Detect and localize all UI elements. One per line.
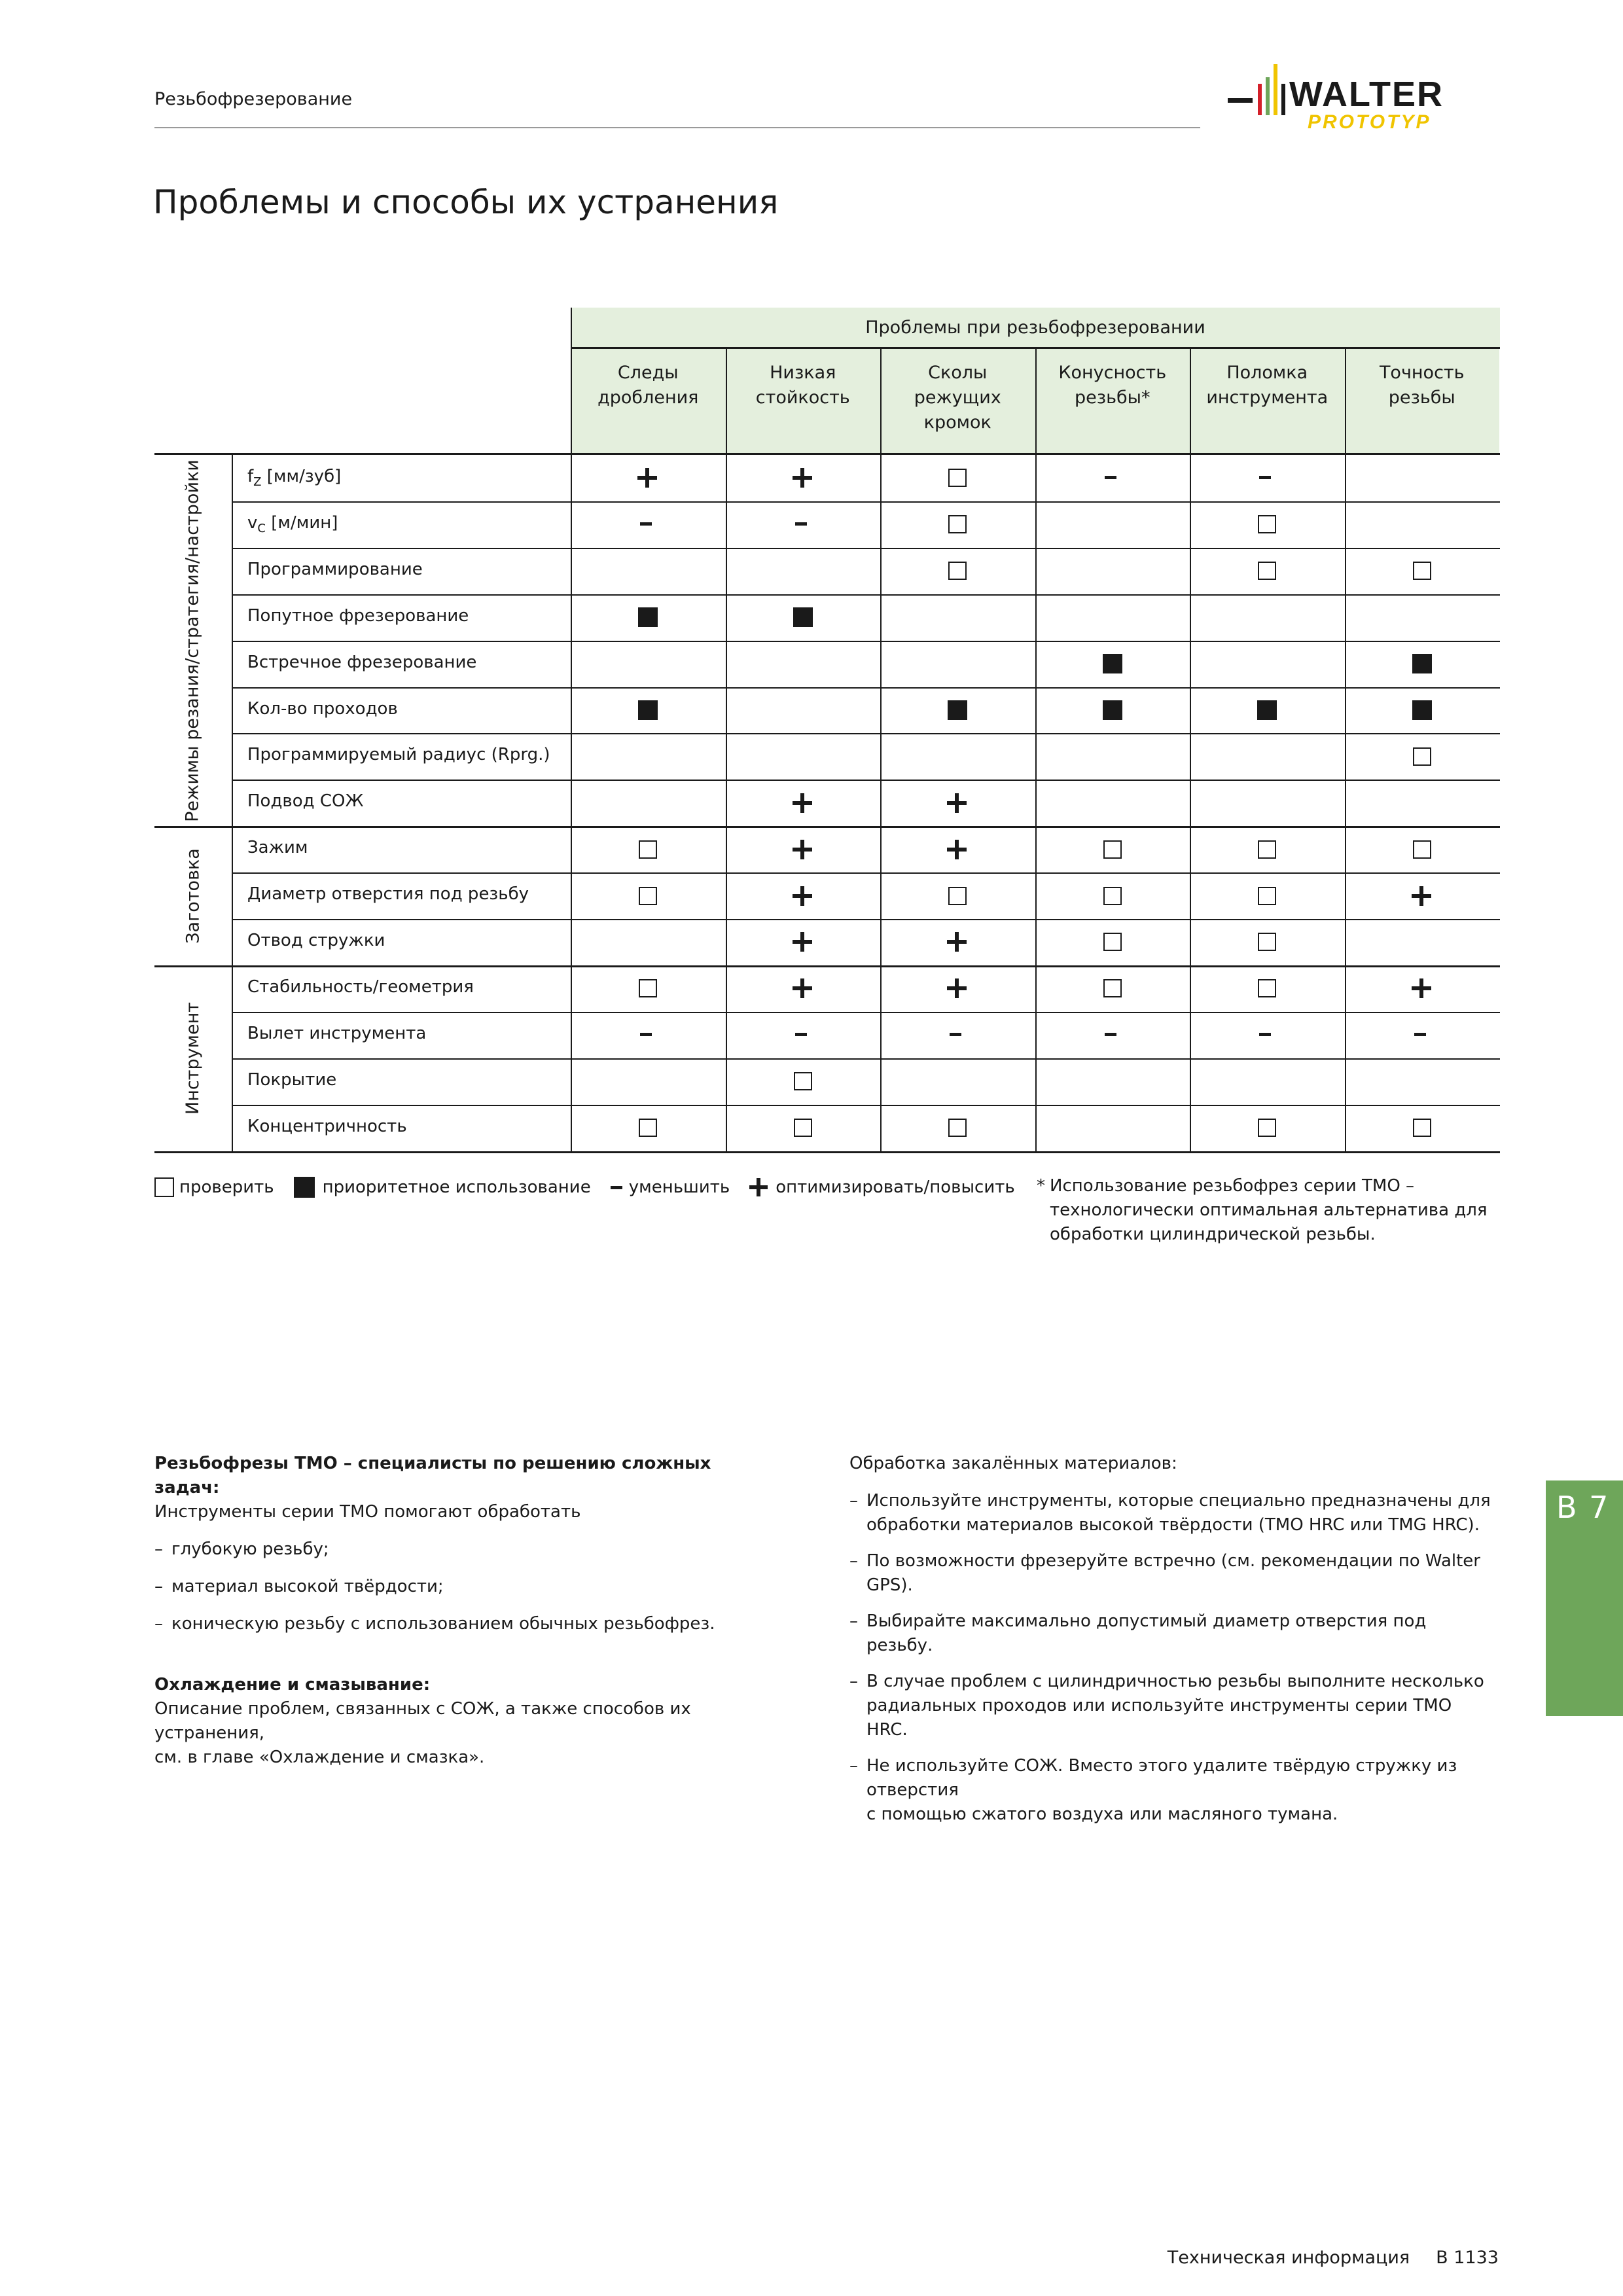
check-square-icon xyxy=(1258,887,1276,905)
row-label-symbol: f xyxy=(247,467,254,486)
plus-icon xyxy=(790,790,816,816)
check-square-icon xyxy=(948,887,967,905)
row-label: Отвод стружки xyxy=(247,931,385,950)
row-separator xyxy=(232,872,1500,874)
column-header xyxy=(1190,349,1345,453)
row-label: Диаметр отверстия под резьбу xyxy=(247,884,529,905)
row-separator xyxy=(232,780,1500,781)
check-square-icon xyxy=(948,515,967,533)
legend-minus-label: уменьшить xyxy=(628,1177,730,1197)
column-header-line: Сколы xyxy=(928,363,988,383)
right-text-column xyxy=(849,1452,1491,1827)
check-square-icon xyxy=(639,979,657,997)
plus-icon xyxy=(749,1178,768,1196)
filled-square-icon xyxy=(1412,654,1432,673)
minus-icon xyxy=(611,1186,622,1189)
logo-dash xyxy=(1228,98,1253,103)
check-square-icon xyxy=(1258,1119,1276,1137)
table-caption: Проблемы при резьбофрезеровании xyxy=(571,308,1500,347)
plus-icon xyxy=(944,836,971,863)
group-label: Заготовка xyxy=(183,848,203,944)
legend-check xyxy=(154,1177,274,1197)
footnote-line: технологически оптимальная альтернатива для xyxy=(1050,1200,1488,1220)
footer xyxy=(1168,2248,1499,2268)
minus-icon xyxy=(1099,465,1126,491)
check-square-icon xyxy=(1413,747,1431,766)
column-divider xyxy=(571,308,572,1151)
cooling-heading: Охлаждение и смазывание: xyxy=(154,1675,431,1695)
row-label: Вылет инструмента xyxy=(247,1023,427,1043)
tmo-intro: Инструменты серии TMO помогают обработать xyxy=(154,1502,581,1522)
tmo-heading: Резьбофрезы TMO – специалисты по решению сложных задач: xyxy=(154,1454,711,1498)
legend-plus-label: оптимизировать/повысить xyxy=(776,1177,1015,1197)
check-square-icon xyxy=(1258,515,1276,533)
hardened-item-line: – По возможности фрезеруйте встречно (см. рекомендации по Walter GPS). xyxy=(866,1551,1480,1595)
row-label: Концентричность xyxy=(247,1116,407,1136)
filled-square-icon xyxy=(948,700,967,720)
walter-prototyp-logo xyxy=(1228,60,1503,132)
logo-bar-green xyxy=(1266,77,1270,115)
check-square-icon xyxy=(1258,562,1276,580)
column-divider xyxy=(880,349,882,1151)
check-square-icon xyxy=(1258,840,1276,859)
row-separator xyxy=(232,919,1500,920)
row-label: Стабильность/геометрия xyxy=(247,977,474,997)
column-header-line: Низкая xyxy=(770,363,836,383)
row-label: Подвод СОЖ xyxy=(247,791,364,812)
column-header-line: резьбы xyxy=(1388,387,1455,408)
column-header-line: Точность xyxy=(1379,363,1465,383)
logo-bar-black xyxy=(1281,84,1285,115)
filled-square-icon xyxy=(793,607,813,627)
row-label xyxy=(247,513,338,535)
left-text-column xyxy=(154,1452,763,1770)
row-separator xyxy=(232,641,1500,642)
filled-square-icon xyxy=(1103,700,1122,720)
minus-icon xyxy=(1254,465,1280,491)
column-header-line: Поломка xyxy=(1226,363,1308,383)
cooling-paragraph-line: см. в главе «Охлаждение и смазка». xyxy=(154,1748,485,1767)
hardened-item-line: с помощью сжатого воздуха или масляного тумана. xyxy=(866,1804,1338,1824)
plus-icon xyxy=(1409,975,1435,1001)
filled-square-icon xyxy=(294,1177,315,1198)
column-header-line: Следы xyxy=(617,363,679,383)
check-square-icon xyxy=(1103,887,1122,905)
tmo-item: – глубокую резьбу; xyxy=(154,1537,763,1562)
check-square-icon xyxy=(1103,840,1122,859)
column-header xyxy=(1345,349,1500,453)
logo-prototyp-text: PROTOTYP xyxy=(1308,111,1431,132)
hardened-item-line: – Используйте инструменты, которые специально предназначены для xyxy=(866,1491,1491,1511)
check-square-icon xyxy=(1103,933,1122,951)
logo-bar-yellow xyxy=(1274,64,1277,115)
hardened-item xyxy=(849,1609,1491,1658)
footer-label: Техническая информация xyxy=(1167,2248,1410,2268)
section-name: Резьбофрезерование xyxy=(154,89,353,109)
group-label: Режимы резания/стратегия/настройки xyxy=(183,459,203,822)
label-column-divider xyxy=(232,453,233,1151)
row-label: Кол-во проходов xyxy=(247,698,398,719)
filled-square-icon xyxy=(1103,654,1122,673)
legend-priority-label: приоритетное использование xyxy=(322,1177,591,1197)
plus-icon xyxy=(944,975,971,1001)
page-title: Проблемы и способы их устранения xyxy=(153,183,779,221)
row-label xyxy=(247,467,341,489)
row-label: Покрытие xyxy=(247,1069,337,1090)
hardened-item-line: – Выбирайте максимально допустимый диаметр отверстия под резьбу. xyxy=(866,1611,1427,1655)
hardened-heading: Обработка закалённых материалов: xyxy=(849,1454,1177,1473)
hardened-item xyxy=(849,1670,1491,1742)
chapter-tab xyxy=(1546,1480,1623,1716)
hardened-item xyxy=(849,1489,1491,1537)
row-separator xyxy=(232,501,1500,503)
group-separator xyxy=(154,826,1500,828)
minus-icon xyxy=(944,1022,971,1048)
legend xyxy=(154,1174,1035,1200)
footnote-line: обработки цилиндрической резьбы. xyxy=(1050,1225,1376,1244)
plus-icon xyxy=(790,929,816,955)
column-header-line: стойкость xyxy=(755,387,850,408)
minus-icon xyxy=(635,1022,661,1048)
check-square-icon xyxy=(1258,979,1276,997)
filled-square-icon xyxy=(638,607,658,627)
plus-icon xyxy=(944,790,971,816)
column-divider xyxy=(1190,349,1191,1151)
page-number: B 1133 xyxy=(1436,2248,1499,2268)
row-label: Попутное фрезерование xyxy=(247,605,469,626)
column-header xyxy=(571,349,726,453)
row-separator xyxy=(232,687,1500,689)
logo-bar-red xyxy=(1258,84,1262,115)
column-divider xyxy=(1035,349,1037,1151)
plus-icon xyxy=(944,929,971,955)
column-header-line: кромок xyxy=(923,412,991,433)
legend-minus xyxy=(611,1177,730,1197)
header-rule xyxy=(154,127,1200,128)
minus-icon xyxy=(1409,1022,1435,1048)
plus-icon xyxy=(790,975,816,1001)
tmo-item: – материал высокой твёрдости; xyxy=(154,1575,763,1599)
plus-icon xyxy=(790,836,816,863)
check-square-icon xyxy=(1413,840,1431,859)
column-header-line: инструмента xyxy=(1206,387,1329,408)
check-square-icon xyxy=(639,1119,657,1137)
check-square-icon xyxy=(794,1119,812,1137)
hardened-item-line: – В случае проблем с цилиндричностью резьбы выполните несколько xyxy=(866,1672,1484,1691)
row-separator xyxy=(232,548,1500,549)
check-square-icon xyxy=(948,1119,967,1137)
minus-icon xyxy=(790,511,816,537)
plus-icon xyxy=(1409,883,1435,909)
check-square-icon xyxy=(948,469,967,487)
cooling-paragraph-line: Описание проблем, связанных с СОЖ, а также способов их устранения, xyxy=(154,1699,691,1743)
column-header-line: режущих xyxy=(914,387,1001,408)
row-label-symbol: v xyxy=(247,512,258,533)
check-square-icon xyxy=(1413,1119,1431,1137)
row-label: Зажим xyxy=(247,838,308,858)
check-square-icon xyxy=(1258,933,1276,951)
footnote-star: * xyxy=(1037,1176,1045,1196)
plus-icon xyxy=(790,465,816,491)
hardened-item-line: обработки материалов высокой твёрдости (TMO HRC или TMG HRC). xyxy=(866,1515,1480,1535)
group-separator xyxy=(154,1151,1500,1153)
filled-square-icon xyxy=(1412,700,1432,720)
legend-check-label: проверить xyxy=(179,1177,274,1197)
check-square-icon xyxy=(639,840,657,859)
column-header xyxy=(726,349,881,453)
column-header xyxy=(880,349,1035,453)
hardened-item-line: радиальных проходов или используйте инструменты серии TMO HRC. xyxy=(866,1696,1452,1740)
column-divider xyxy=(1345,349,1346,1151)
group-separator xyxy=(154,965,1500,967)
row-separator xyxy=(232,594,1500,596)
minus-icon xyxy=(790,1022,816,1048)
footnote-line: Использование резьбофрез серии TMO – xyxy=(1050,1176,1415,1196)
column-header xyxy=(1035,349,1190,453)
check-square-icon xyxy=(794,1072,812,1090)
minus-icon xyxy=(1254,1022,1280,1048)
chapter-tab-label: B 7 xyxy=(1556,1490,1610,1525)
column-divider xyxy=(726,349,727,1151)
group-label: Инструмент xyxy=(183,1001,203,1115)
troubleshooting-table xyxy=(154,308,1500,1154)
logo-walter-text: WALTER xyxy=(1289,75,1444,114)
row-label-subscript: C xyxy=(257,522,266,536)
filled-square-icon xyxy=(638,700,658,720)
legend-plus xyxy=(749,1177,1015,1197)
hardened-item xyxy=(849,1754,1491,1827)
check-square-icon xyxy=(1103,979,1122,997)
check-square-icon xyxy=(154,1177,174,1197)
row-label: Программируемый радиус (Rprg.) xyxy=(247,745,550,765)
check-square-icon xyxy=(639,887,657,905)
row-label: Встречное фрезерование xyxy=(247,652,477,672)
minus-icon xyxy=(1099,1022,1126,1048)
minus-icon xyxy=(635,511,661,537)
check-square-icon xyxy=(1413,562,1431,580)
plus-icon xyxy=(790,883,816,909)
row-label-unit: [мм/зуб] xyxy=(261,467,342,486)
hardened-item xyxy=(849,1549,1491,1598)
row-separator xyxy=(232,733,1500,734)
column-header-line: резьбы* xyxy=(1075,387,1150,408)
row-separator xyxy=(232,1012,1500,1013)
legend-priority xyxy=(294,1177,591,1198)
check-square-icon xyxy=(948,562,967,580)
column-header-line: дробления xyxy=(597,387,699,408)
row-label-subscript: Z xyxy=(253,475,262,490)
row-label: Программирование xyxy=(247,559,423,579)
plus-icon xyxy=(635,465,661,491)
column-header-line: Конусность xyxy=(1058,363,1167,383)
hardened-item-line: – Не используйте СОЖ. Вместо этого удалите твёрдую стружку из отверстия xyxy=(866,1756,1457,1800)
row-label-unit: [м/мин] xyxy=(265,512,338,533)
row-separator xyxy=(232,1058,1500,1060)
row-separator xyxy=(232,1105,1500,1106)
footnote xyxy=(1037,1174,1495,1247)
tmo-item: – коническую резьбу с использованием обычных резьбофрез. xyxy=(154,1612,763,1636)
filled-square-icon xyxy=(1257,700,1277,720)
table-body-top-rule xyxy=(154,453,1500,455)
